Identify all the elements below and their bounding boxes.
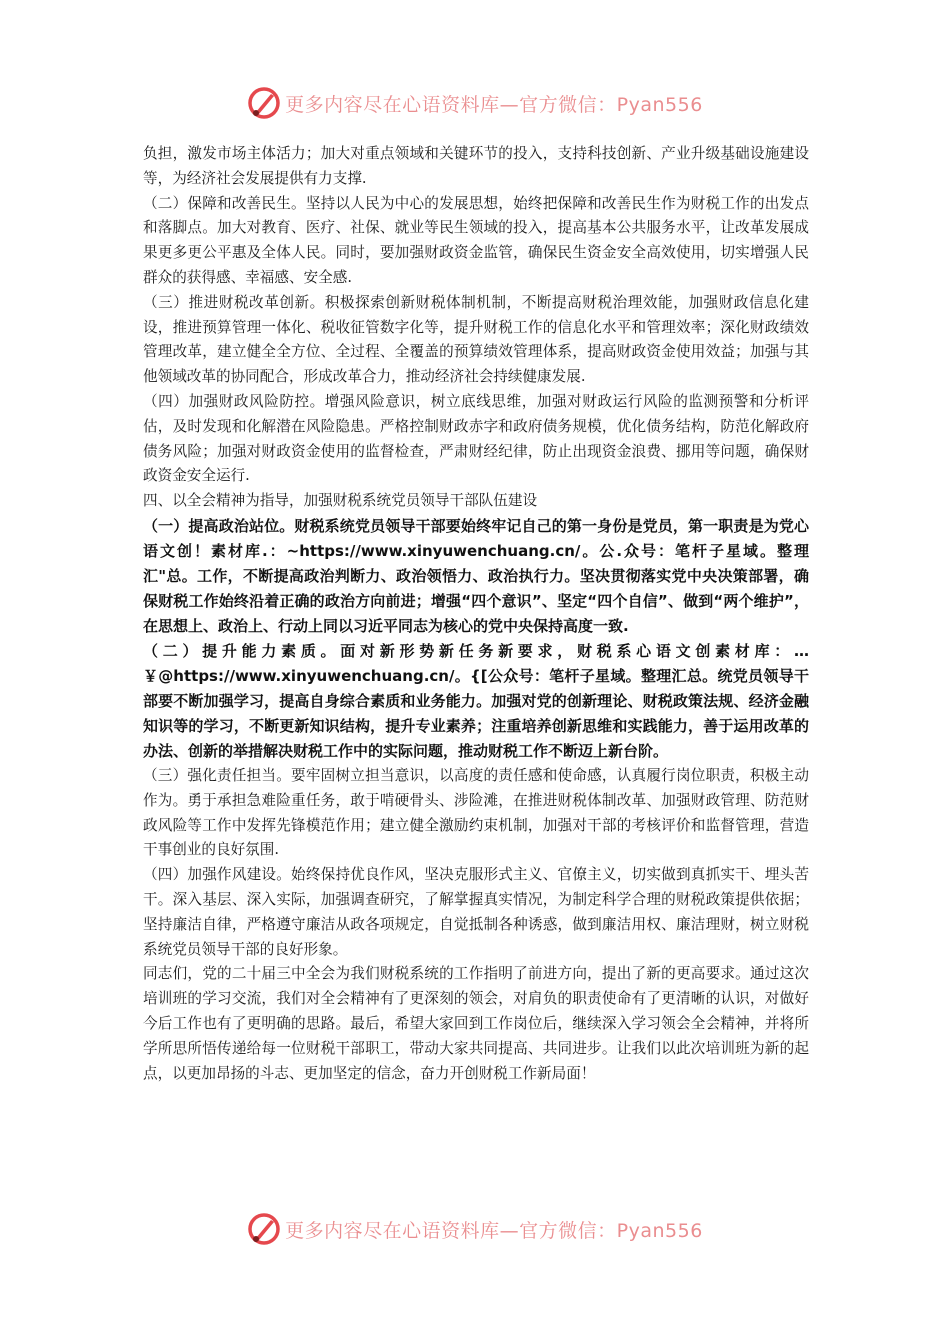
document-body	[143, 142, 809, 1086]
paragraph-work-style: （四）加强作风建设。始终保持优良作风，坚决克服形式主义、官僚主义，切实做到真抓实干、埋头苦干。深入基层、深入实际，加强调查研究，了解掌握真实情况，为制定科学合理的财税政策提供依据；坚持廉洁自律，严格遵守廉洁从政各项规定，自觉抵制各种诱惑，做到廉洁用权、廉洁理财，树立财税系统党员领导干部的良好形象。	[143, 866, 809, 958]
page-footer-banner	[0, 1209, 950, 1249]
paragraph-risk-control: （四）加强财政风险防控。增强风险意识，树立底线思维，加强对财政运行风险的监测预警和分析评估，及时发现和化解潜在风险隐患。严格控制财政赤字和政府债务规模，优化债务结构，防范化解政府债务风险；加强对财政资金使用的监督检查，严肃财经纪律，防止出现资金浪费、挪用等问题，确保财政资金安全运行.	[143, 392, 809, 485]
footer-banner-text: 更多内容尽在心语资料库—官方微信：Pyan556	[285, 1219, 703, 1242]
section-heading-cadre-building: 四、以全会精神为指导，加强财税系统党员领导干部队伍建设	[143, 492, 538, 510]
paragraph-ability-quality: （二）提升能力素质。面对新形势新任务新要求，财税系心语文创素材库：…￥@https://www.xinyuwenchuang.cn/。{[公众号：笔杆子星域。整理汇总。统党员领导干部要不断加强学习，提高自身综合素质和业务能力。加强对党的创新理论、财税政策法规、经济金融知识等的学习，不断更新知识结构，提升专业素养；注重培养创新思维和实践能力，善于运用改革的办法、创新的举措解决财税工作中的实际问题，推动财税工作不断迈上新台阶。	[143, 641, 809, 760]
brush-logo-icon	[247, 86, 281, 120]
brush-logo-icon	[247, 1212, 281, 1246]
paragraph-people-livelihood: （二）保障和改善民生。坚持以人民为中心的发展思想，始终把保障和改善民生作为财税工作的出发点和落脚点。加大对教育、医疗、社保、就业等民生领域的投入，提高基本公共服务水平，让改革发展成果更多更公平惠及全体人民。同时，要加强财政资金监管，确保民生资金安全高效使用，切实增强人民群众的获得感、幸福感、安全感.	[143, 194, 809, 286]
paragraph-responsibility: （三）强化责任担当。要牢固树立担当意识，以高度的责任感和使命感，认真履行岗位职责，积极主动作为。勇于承担急难险重任务，敢于啃硬骨头、涉险滩，在推进财税体制改革、加强财政管理、防范财政风险等工作中发挥先锋模范作用；建立健全激励约束机制，加强对干部的考核评价和监督管理，营造干事创业的良好氛围.	[143, 766, 809, 859]
paragraph-political-stance: （一）提高政治站位。财税系统党员领导干部要始终牢记自己的第一身份是党员，第一职责是为党心语文创！素材库.：~https://www.xinyuwenchuang.cn/。公.众号：笔杆子星域。整理汇"总。工作，不断提高政治判断力、政治领悟力、政治执行力。坚决贯彻落实党中央决策部署，确保财税工作始终沿着正确的政治方向前进；增强“四个意识”、坚定“四个自信”、做到“两个维护”，在思想上、政治上、行动上同以习近平同志为核心的党中央保持高度一致.	[143, 516, 809, 635]
page-header-banner	[0, 83, 950, 123]
paragraph-closing: 同志们，党的二十届三中全会为我们财税系统的工作指明了前进方向，提出了新的更高要求。通过这次培训班的学习交流，我们对全会精神有了更深刻的领会，对肩负的职责使命有了更清晰的认识，对做好今后工作也有了更明确的思路。最后，希望大家回到工作岗位后，继续深入学习领会全会精神，并将所学所思所悟传递给每一位财税干部职工，带动大家共同提高、共同进步。让我们以此次培训班为新的起点，以更加昂扬的斗志、更加坚定的信念，奋力开创财税工作新局面！	[143, 965, 809, 1082]
paragraph-fiscal-reform: （三）推进财税改革创新。积极探索创新财税体制机制，不断提高财税治理效能，加强财政信息化建设，推进预算管理一体化、税收征管数字化等，提升财税工作的信息化水平和管理效率；深化财政绩效管理改革，建立健全全方位、全过程、全覆盖的预算绩效管理体系，提高财政资金使用效益；加强与其他领域改革的协同配合，形成改革合力，推动经济社会持续健康发展.	[143, 293, 809, 386]
header-banner-text: 更多内容尽在心语资料库—官方微信：Pyan556	[285, 93, 703, 116]
paragraph-support-development: 负担，激发市场主体活力；加大对重点领域和关键环节的投入，支持科技创新、产业升级基础设施建设等，为经济社会发展提供有力支撑.	[143, 145, 809, 187]
